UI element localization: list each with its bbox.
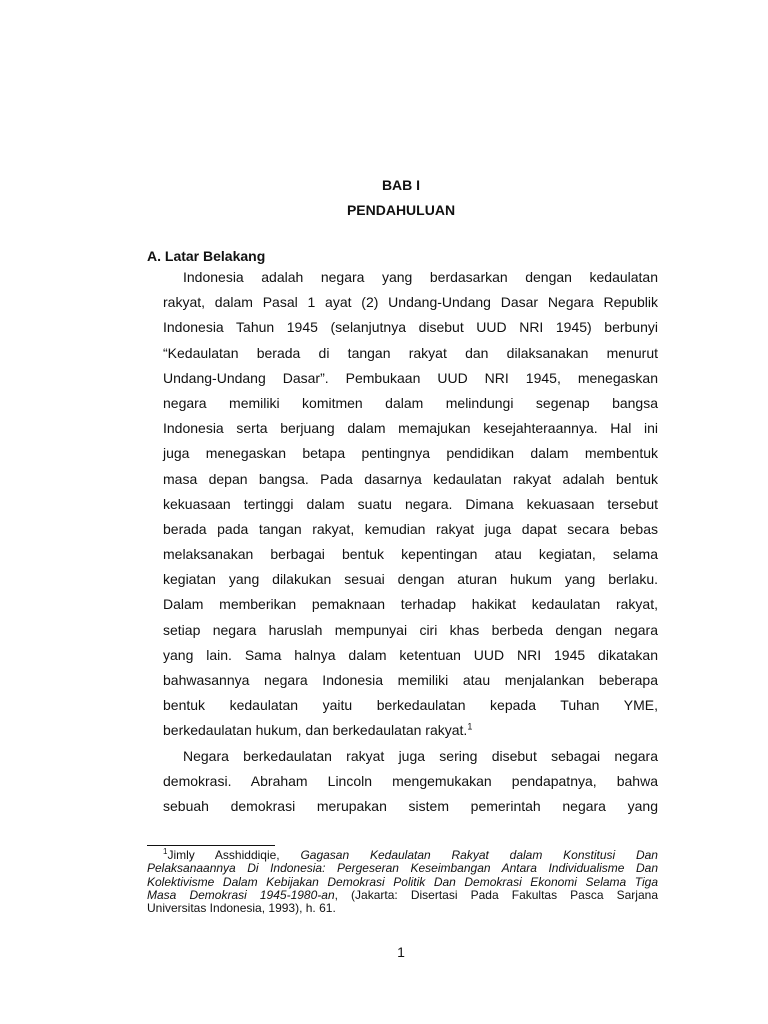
- body-line: Indonesia adalah negara yang berdasarkan dengan kedaulatan: [183, 269, 658, 285]
- body-line: berada pada tangan rakyat, kemudian rakyat juga dapat secara bebas: [163, 520, 658, 537]
- footnote-line: $^1$Jimly Asshiddiqie, Gagasan Kedaulatan Rakyat dalam Konstitusi Dan: [163, 847, 658, 862]
- body-line: rakyat, dalam Pasal 1 ayat (2) Undang-Undang Dasar Negara Republik: [163, 294, 658, 311]
- body-text: [163, 265, 658, 819]
- body-line: “Kedaulatan berada di tangan rakyat dan dilaksanakan menurut: [163, 344, 658, 361]
- body-line: bentuk kedaulatan yaitu berkedaulatan kepada Tuhan YME,: [163, 697, 658, 714]
- footnote-marker: 1: [163, 847, 168, 856]
- body-line: Dalam memberikan pemaknaan terhadap hakikat kedaulatan rakyat,: [163, 596, 658, 613]
- body-line: kekuasaan tertinggi dalam suatu negara. Dimana kekuasaan tersebut: [163, 495, 658, 512]
- footnote-line: Kolektivisme Dalam Kebijakan Demokrasi Politik Dan Demokrasi Ekonomi Selama Tiga: [147, 874, 658, 889]
- chapter-heading: [0, 173, 768, 223]
- footnote-line: Universitas Indonesia, 1993), h. 61.: [147, 901, 336, 916]
- body-line: yang lain. Sama halnya dalam ketentuan UUD NRI 1945 dikatakan: [163, 646, 658, 663]
- body-line: berkedaulatan hukum, dan berkedaulatan rakyat.$^1$: [163, 721, 473, 739]
- body-line: kegiatan yang dilakukan sesuai dengan aturan hukum yang berlaku.: [163, 571, 658, 588]
- body-line: setiap negara haruslah mempunyai ciri khas berbeda dengan negara: [163, 621, 658, 638]
- body-line: melaksanakan berbagai bentuk kepentingan atau kegiatan, selama: [163, 546, 658, 563]
- footnote-divider: [147, 845, 275, 846]
- body-line: sebuah demokrasi merupakan sistem pemerintah negara yang: [163, 797, 658, 814]
- body-line: demokrasi. Abraham Lincoln mengemukakan pendapatnya, bahwa: [163, 772, 658, 789]
- body-line: Negara berkedaulatan rakyat juga sering disebut sebagai negara: [183, 747, 658, 764]
- page-number: 1: [397, 944, 405, 960]
- body-line: negara memiliki komitmen dalam melindungi segenap bangsa: [163, 394, 658, 411]
- footnote-line: Masa Demokrasi 1945-1980-an, (Jakarta: Disertasi Pada Fakultas Pasca Sarjana: [147, 887, 658, 902]
- body-line: bahwasannya negara Indonesia memiliki atau menjalankan beberapa: [163, 672, 658, 688]
- body-line: juga menegaskan betapa pentingnya pendidikan dalam membentuk: [163, 445, 658, 462]
- body-line: Undang-Undang Dasar”. Pembukaan UUD NRI 1945, menegaskan: [163, 369, 658, 386]
- footnote-line: Pelaksanaannya Di Indonesia: Pergeseran Keseimbangan Antara Individualisme Dan: [147, 861, 658, 876]
- footnote: [147, 849, 658, 915]
- footnote-reference: 1: [467, 721, 473, 732]
- body-line: masa depan bangsa. Pada dasarnya kedaulatan rakyat adalah bentuk: [163, 470, 658, 487]
- body-line: Indonesia Tahun 1945 (selanjutnya disebut UUD NRI 1945) berbunyi: [163, 319, 658, 336]
- chapter-title: PENDAHULUAN: [346, 202, 456, 218]
- chapter-number: BAB I: [381, 177, 421, 193]
- section-heading: A. Latar Belakang: [147, 248, 266, 264]
- body-line: Indonesia serta berjuang dalam memajukan kesejahteraannya. Hal ini: [163, 420, 658, 437]
